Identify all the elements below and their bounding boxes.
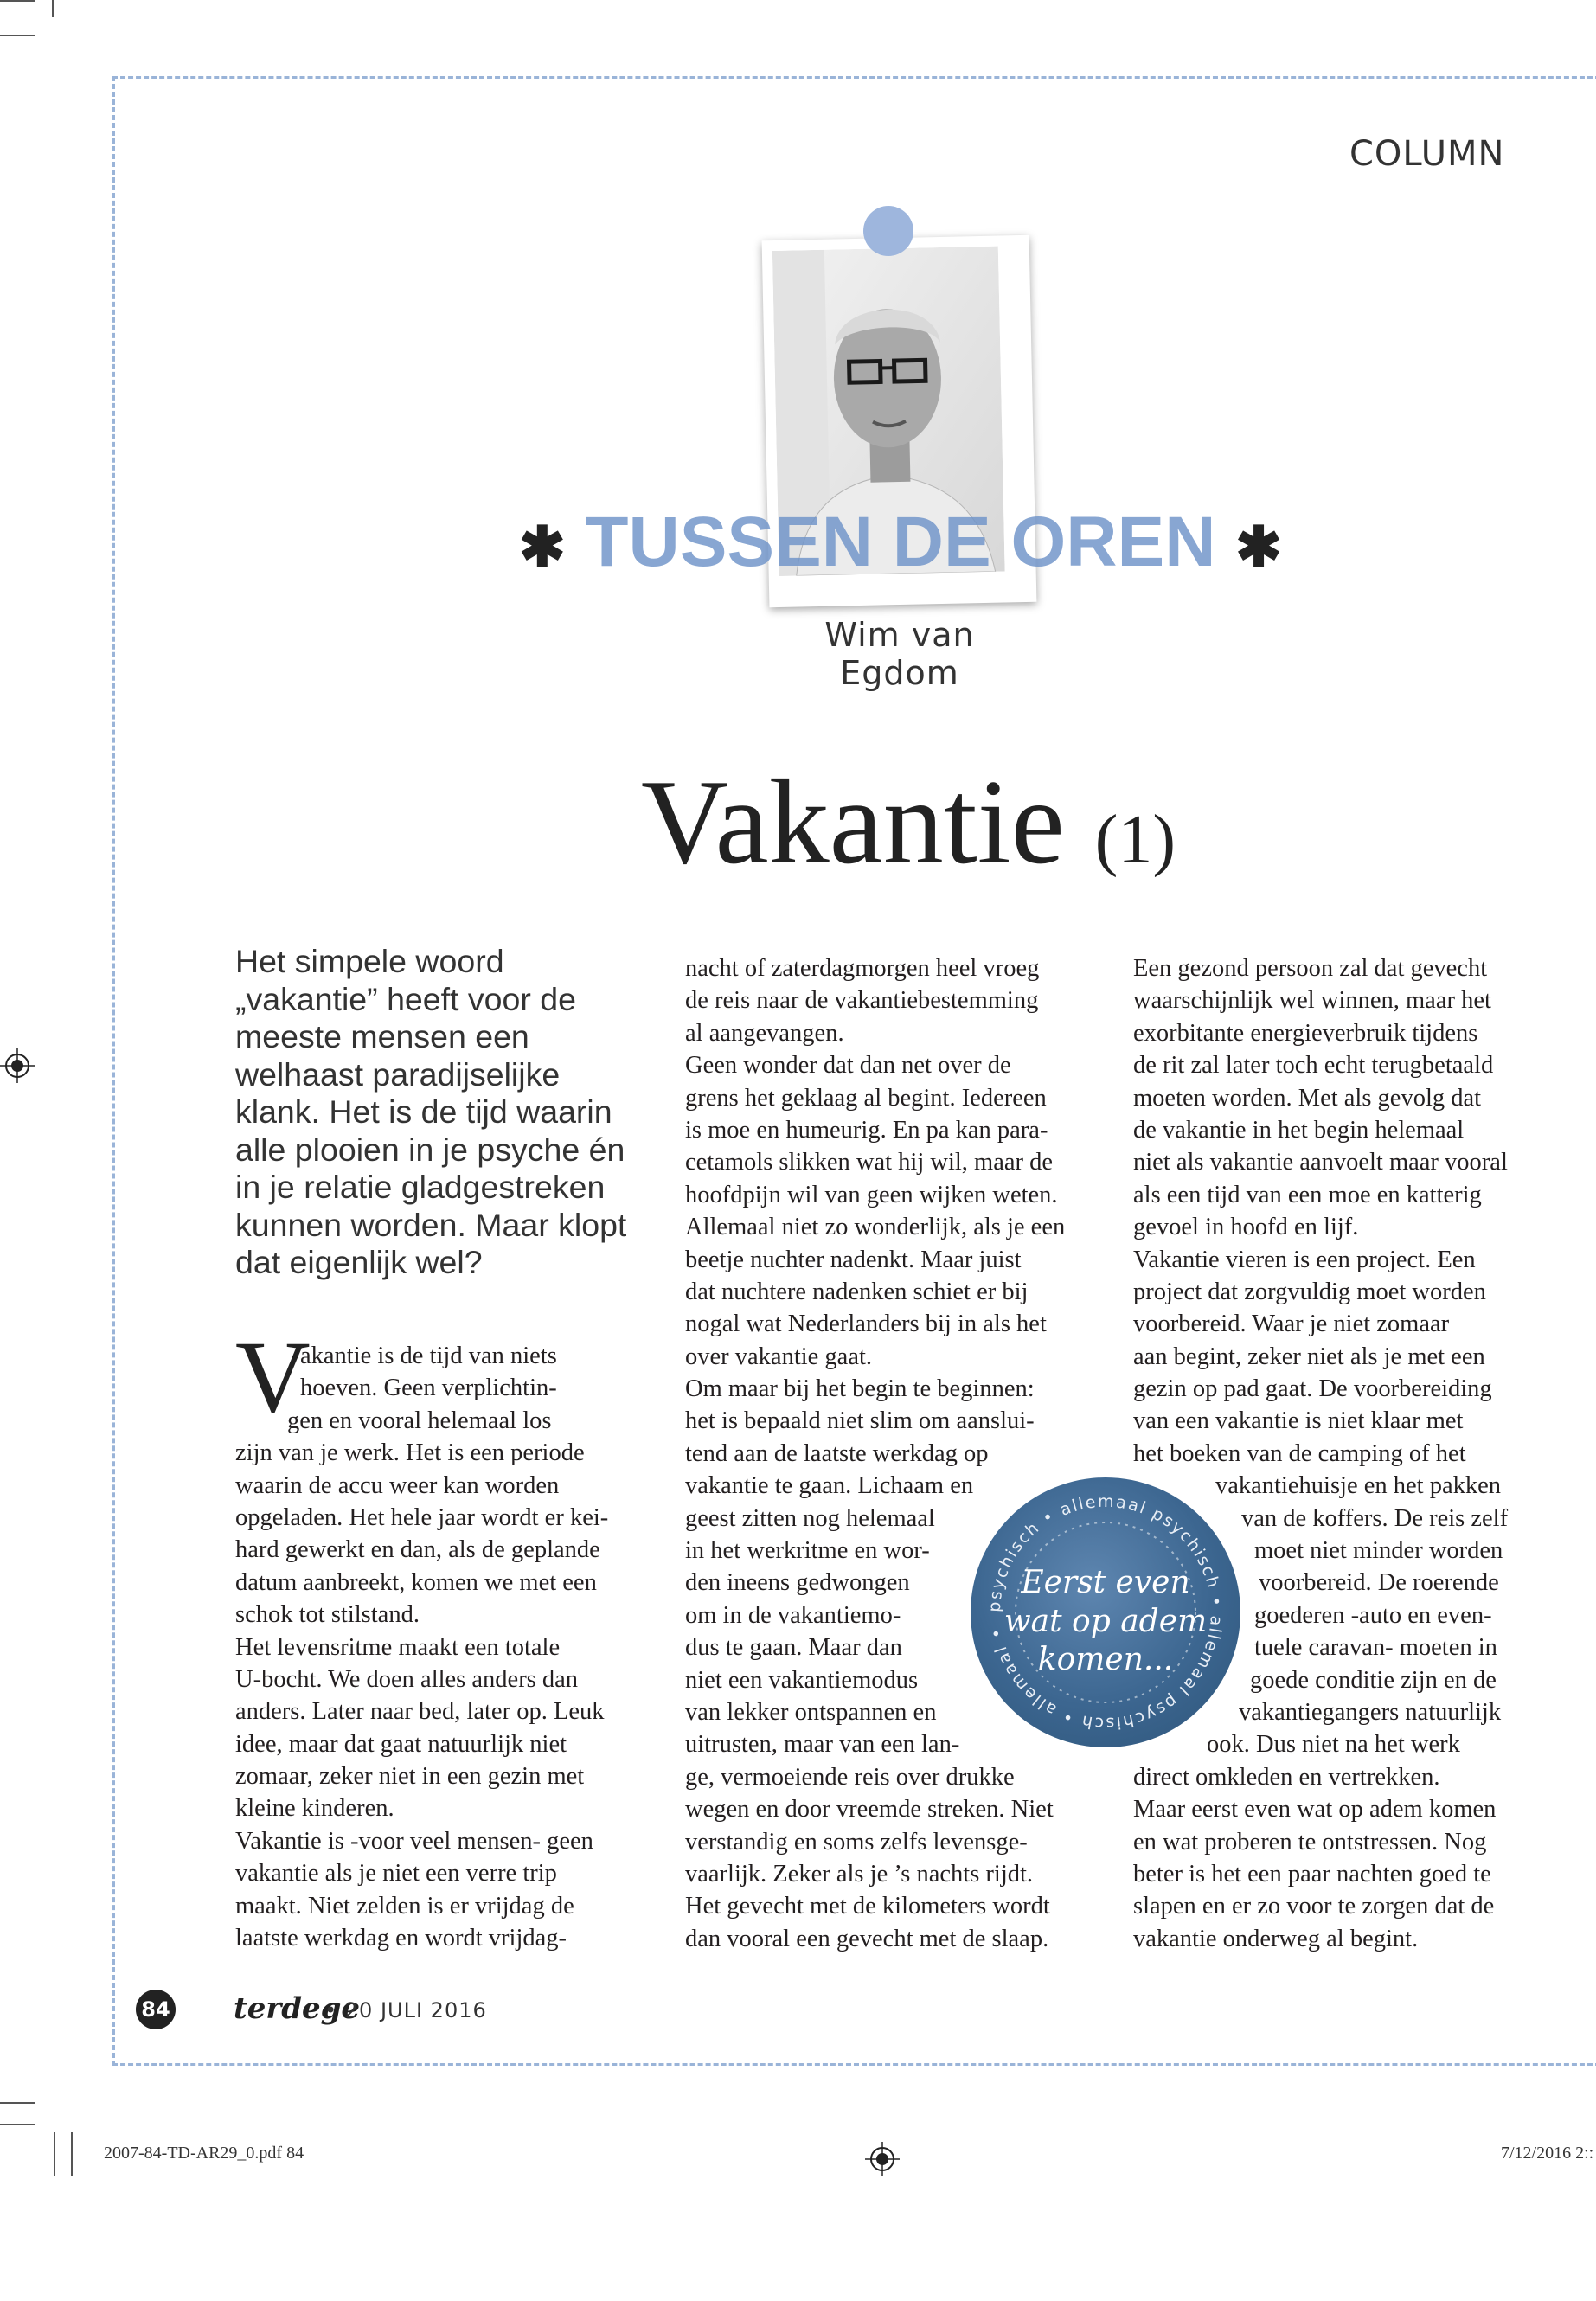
column-line: idee, maar dat gaat natuurlijk niet xyxy=(235,1730,567,1758)
column-line: gevoel in hoofd en lijf. xyxy=(1133,1214,1359,1241)
crop-mark xyxy=(0,35,35,36)
column-line: tend aan de laatste werkdag op xyxy=(685,1439,989,1467)
crop-mark xyxy=(0,0,35,2)
column-line: anders. Later naar bed, later op. Leuk xyxy=(235,1698,605,1726)
print-slug-file: 2007-84-TD-AR29_0.pdf 84 xyxy=(104,2144,304,2163)
column-line: project dat zorgvuldig moet worden xyxy=(1133,1278,1486,1305)
registration-mark-icon xyxy=(0,1048,35,1083)
article-column-2 xyxy=(685,952,1109,1955)
column-line: akantie is de tijd van niets xyxy=(300,1343,557,1369)
column-line: nacht of zaterdagmorgen heel vroeg xyxy=(685,955,1040,982)
column-line: opgeladen. Het hele jaar wordt er kei- xyxy=(235,1503,609,1531)
column-line: Allemaal niet zo wonderlijk, als je een xyxy=(685,1214,1066,1241)
column-line: niet een vakantiemodus xyxy=(685,1666,919,1694)
asterisk-icon: ✱ xyxy=(1235,515,1282,578)
column-line: voorbereid. De roerende xyxy=(1259,1569,1499,1597)
magazine-name: terdege xyxy=(234,1991,361,2026)
column-line: de reis naar de vakantiebestemming xyxy=(685,987,1039,1015)
column-line: Maar eerst even wat op adem komen xyxy=(1133,1796,1497,1823)
column-line: voorbereid. Waar je niet zomaar xyxy=(1133,1311,1450,1338)
headline xyxy=(433,753,1384,892)
column-line: ge, vermoeiende reis over drukke xyxy=(685,1763,1015,1791)
column-line: dus te gaan. Maar dan xyxy=(685,1634,902,1662)
intro-paragraph: Het simpele woord „vakantie” heeft voor de meeste mensen een welhaast paradijselijke klank. Het is de tijd waarin alle plooien in je psyche én in je relatie gladgestreken kunnen worden. Maar klopt dat eigenlijk wel? xyxy=(235,943,627,1280)
column-line: beter is het een paar nachten goed te xyxy=(1133,1860,1491,1888)
column-line: tuele caravan- moeten in xyxy=(1254,1634,1497,1662)
column-line: maakt. Niet zelden is er vrijdag de xyxy=(235,1892,574,1920)
print-slug-date: 7/12/2016 2:: xyxy=(1501,2144,1594,2163)
column-line: Een gezond persoon zal dat gevecht xyxy=(1133,955,1488,982)
column-line: over vakantie gaat. xyxy=(685,1343,873,1370)
pushpin-icon xyxy=(863,206,913,256)
crop-mark xyxy=(71,2132,73,2176)
column-line: gen en vooral helemaal los xyxy=(287,1407,552,1434)
crop-mark xyxy=(0,2102,35,2104)
column-line: goede conditie zijn en de xyxy=(1250,1666,1497,1694)
column-line: laatste werkdag en wordt vrijdag- xyxy=(235,1925,567,1952)
crop-mark xyxy=(52,0,54,17)
page-number: 84 xyxy=(136,1990,176,2029)
column-line: geest zitten nog helemaal xyxy=(685,1504,935,1532)
pull-quote-badge xyxy=(971,1477,1240,1747)
column-line: om in de vakantiemo- xyxy=(685,1601,901,1629)
column-line: de rit zal later toch echt terugbetaald xyxy=(1133,1052,1494,1080)
column-line: direct omkleden en vertrekken. xyxy=(1133,1763,1440,1791)
column-line: aan begint, zeker niet als je met een xyxy=(1133,1343,1485,1370)
drop-cap: V xyxy=(235,1319,311,1434)
column-line: zijn van je werk. Het is een periode xyxy=(235,1439,585,1467)
badge-line-2: wat op adem xyxy=(1003,1604,1208,1639)
column-line: cetamols slikken wat hij wil, maar de xyxy=(685,1149,1054,1176)
column-line: al aangevangen. xyxy=(685,1019,844,1047)
column-line: U-bocht. We doen alles anders dan xyxy=(235,1665,579,1693)
column-line: Vakantie vieren is een project. Een xyxy=(1133,1246,1476,1273)
article-column-3 xyxy=(1133,952,1557,1955)
article-column-1 xyxy=(235,1340,651,1954)
series-title-text: TUSSEN DE OREN xyxy=(585,503,1216,581)
column-line: kleine kinderen. xyxy=(235,1795,394,1823)
column-line: hard gewerkt en dan, als de geplande xyxy=(235,1536,600,1564)
column-line: dat nuchtere nadenken schiet er bij xyxy=(685,1278,1029,1305)
column-line: Geen wonder dat dan net over de xyxy=(685,1052,1011,1080)
registration-mark-icon xyxy=(865,2142,900,2176)
column-line: schok tot stilstand. xyxy=(235,1601,420,1629)
crop-mark xyxy=(0,2124,35,2125)
column-line: grens het geklaag al begint. Iedereen xyxy=(685,1084,1047,1112)
column-line: exorbitante energieverbruik tijdens xyxy=(1133,1019,1478,1047)
column-line: uitrusten, maar van een lan- xyxy=(685,1731,960,1759)
column-line: niet als vakantie aanvoelt maar vooral xyxy=(1133,1149,1508,1176)
column-line: is moe en humeurig. En pa kan para- xyxy=(685,1116,1048,1144)
column-line: hoeven. Geen verplichtin- xyxy=(300,1375,557,1402)
column-line: Het levensritme maakt een totale xyxy=(235,1633,561,1661)
column-line: zomaar, zeker niet in een gezin met xyxy=(235,1763,585,1791)
column-line: het is bepaald niet slim om aanslui- xyxy=(685,1407,1035,1435)
column-line: vakantie onderweg al begint. xyxy=(1133,1925,1419,1952)
headline-text: Vakantie xyxy=(640,755,1065,889)
badge-ring-text: psychisch • allemaal psychisch • allemaal psychisch • allemaal • xyxy=(984,1491,1227,1734)
column-line: gezin op pad gaat. De voorbereiding xyxy=(1133,1375,1492,1403)
issue-date: • 20 JULI 2016 xyxy=(324,1998,487,2022)
asterisk-icon: ✱ xyxy=(519,515,566,578)
column-line: waarschijnlijk wel winnen, maar het xyxy=(1133,987,1491,1015)
column-line: Het gevecht met de kilometers wordt xyxy=(685,1893,1050,1920)
section-label: COLUMN xyxy=(1349,134,1505,174)
author-name: Wim van Egdom xyxy=(824,616,975,692)
column-line: slapen en er zo voor te zorgen dat de xyxy=(1133,1893,1495,1920)
column-line: ook. Dus niet na het werk xyxy=(1207,1731,1460,1759)
crop-mark xyxy=(54,2132,55,2176)
badge-line-1: Eerst even xyxy=(1021,1565,1190,1600)
column-line: den ineens gedwongen xyxy=(685,1569,910,1597)
column-line: waarin de accu weer kan worden xyxy=(235,1471,560,1499)
column-line: de vakantie in het begin helemaal xyxy=(1133,1116,1465,1144)
column-line: moet niet minder worden xyxy=(1254,1537,1503,1565)
headline-part-number: (1) xyxy=(1094,802,1176,878)
column-line: Om maar bij het begin te beginnen: xyxy=(685,1375,1035,1403)
series-title xyxy=(519,502,1282,583)
column-line: in het werkritme en wor- xyxy=(685,1537,930,1565)
column-line: van lekker ontspannen en xyxy=(685,1698,937,1726)
column-line: vakantiehuisje en het pakken xyxy=(1215,1472,1502,1500)
column-line: Vakantie is -voor veel mensen- geen xyxy=(235,1827,593,1855)
column-line: vakantiegangers natuurlijk xyxy=(1239,1698,1502,1726)
column-line: en wat proberen te ontstressen. Nog xyxy=(1133,1828,1487,1856)
column-line: van een vakantie is niet klaar met xyxy=(1133,1407,1464,1435)
column-line: van de koffers. De reis zelf xyxy=(1241,1504,1509,1532)
column-line: vaarlijk. Zeker als je ’s nachts rijdt. xyxy=(685,1860,1034,1888)
column-line: vakantie te gaan. Lichaam en xyxy=(685,1472,974,1500)
column-line: hoofdpijn wil van geen wijken weten. xyxy=(685,1181,1058,1208)
column-line: verstandig en soms zelfs levensge- xyxy=(685,1828,1028,1856)
column-line: dan vooral een gevecht met de slaap. xyxy=(685,1925,1049,1952)
column-line: goederen -auto en even- xyxy=(1254,1601,1492,1629)
column-line: het boeken van de camping of het xyxy=(1133,1439,1466,1467)
column-line: datum aanbreekt, komen we met een xyxy=(235,1568,597,1596)
badge-line-3: komen... xyxy=(1037,1642,1174,1677)
column-line: beetje nuchter nadenkt. Maar juist xyxy=(685,1246,1022,1273)
column-line: vakantie als je niet een verre trip xyxy=(235,1860,557,1888)
column-line: als een tijd van een moe en katterig xyxy=(1133,1181,1482,1208)
column-line: wegen en door vreemde streken. Niet xyxy=(685,1796,1054,1823)
column-line: nogal wat Nederlanders bij in als het xyxy=(685,1311,1047,1338)
column-line: moeten worden. Met als gevolg dat xyxy=(1133,1084,1482,1112)
